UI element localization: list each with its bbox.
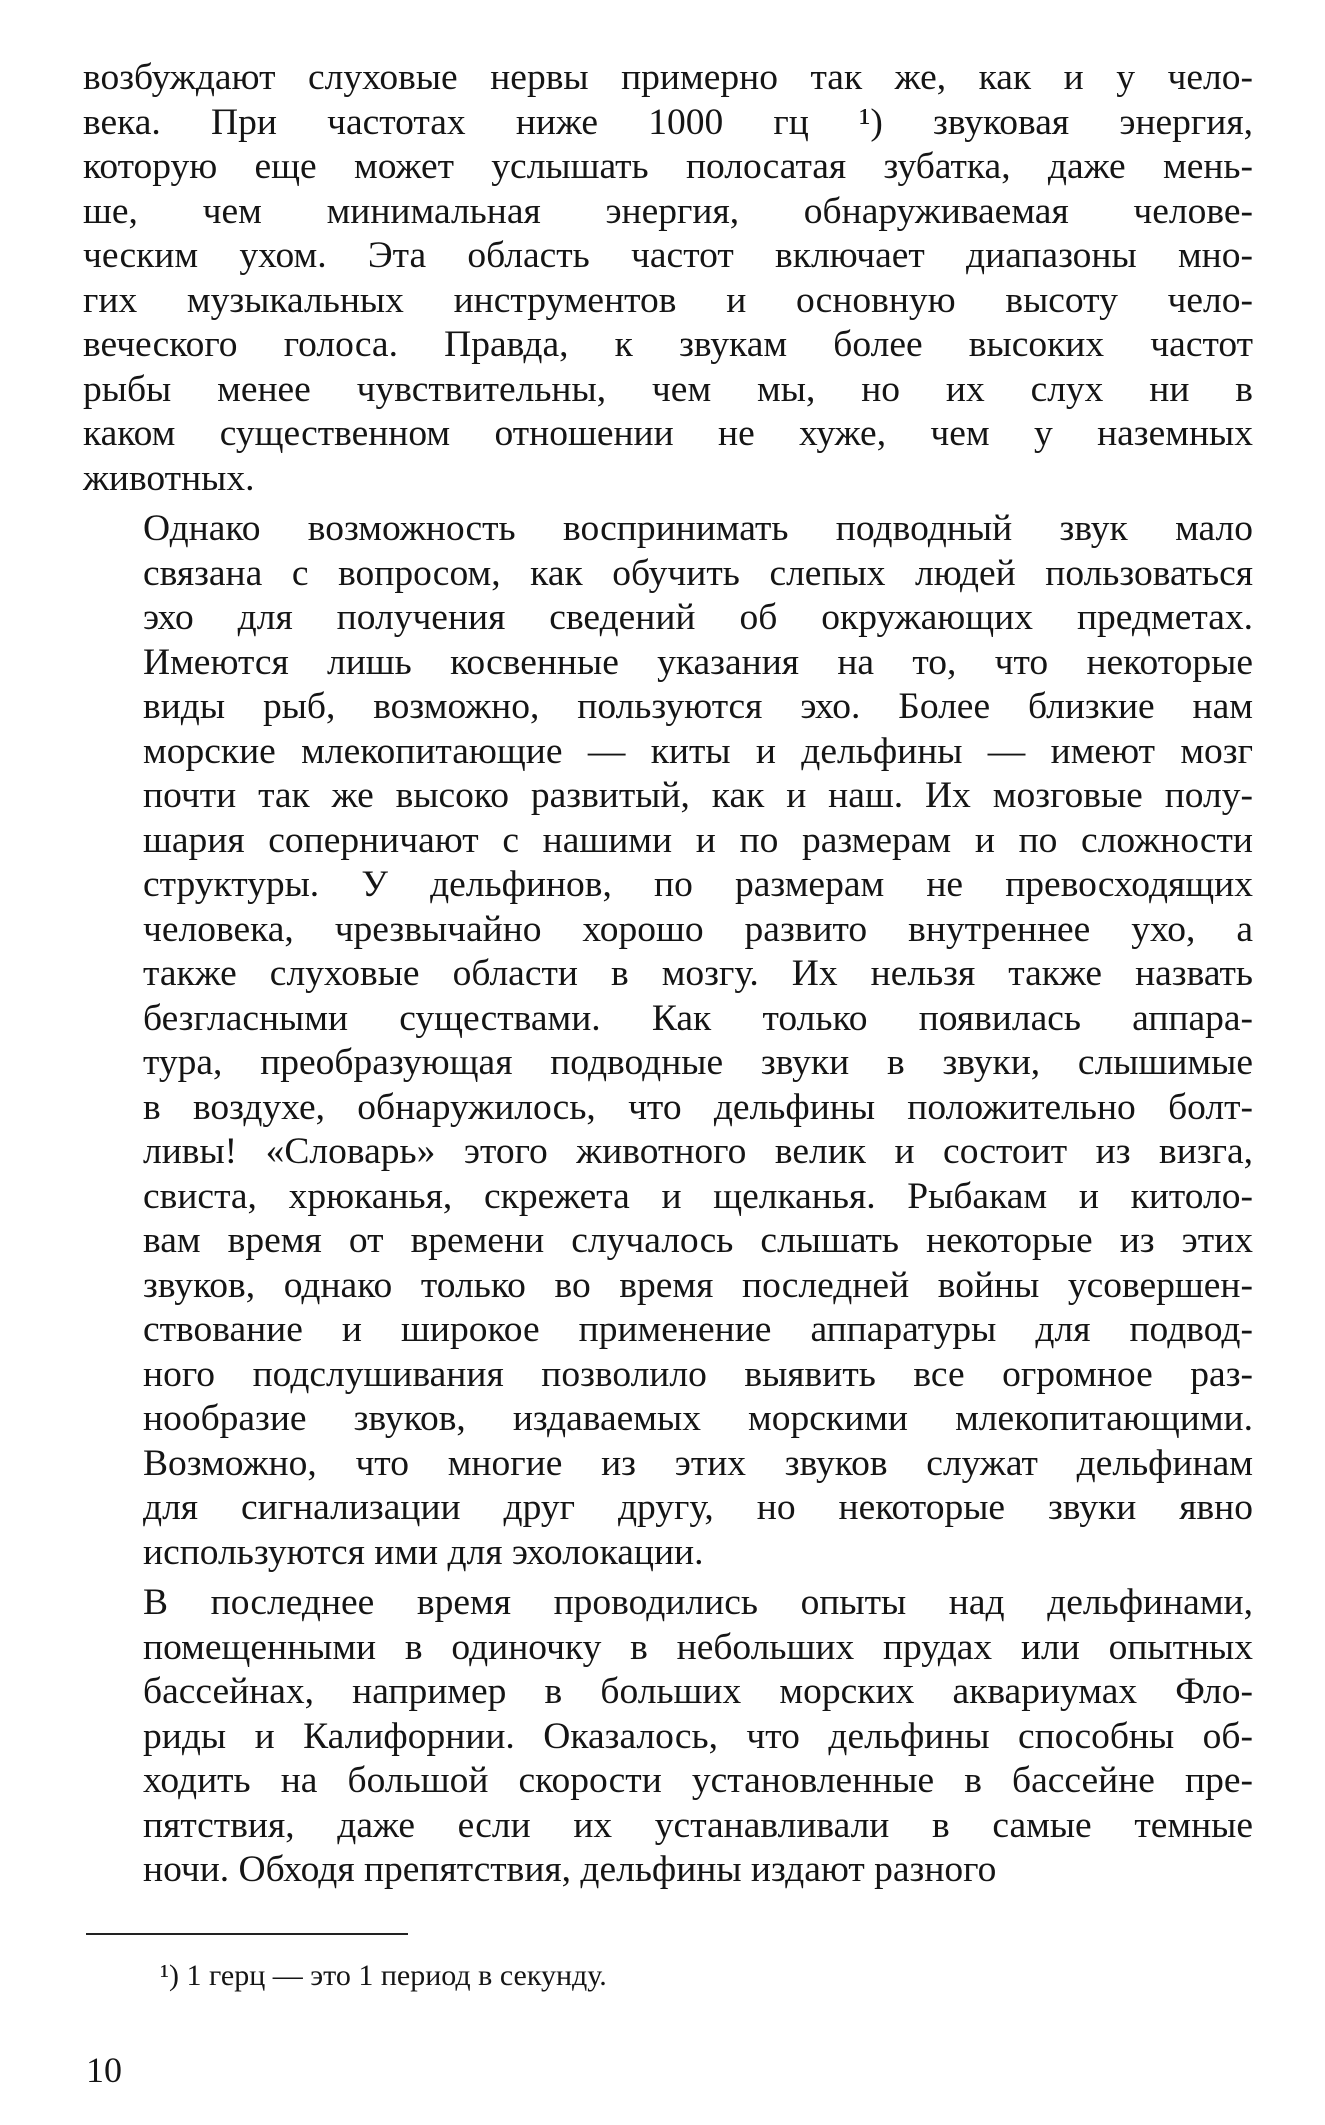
text-line: почти так же высоко развитый, как и наш. Их мозговые полу- (143, 775, 1253, 816)
page-body (83, 56, 1253, 1893)
text-line: ходить на большой скорости установленные в бассейне пре- (143, 1760, 1253, 1801)
text-line: ше, чем минимальная энергия, обнаруживаемая челове- (83, 190, 1253, 232)
text-line: связана с вопросом, как обучить слепых людей пользоваться (143, 552, 1253, 594)
text-line: структуры. У дельфинов, по размерам не превосходящих (143, 864, 1253, 905)
text-line: ного подслушивания позволило выявить все огромное раз- (143, 1353, 1253, 1395)
text-line: которую еще может услышать полосатая зубатка, даже мень- (83, 146, 1253, 187)
text-line: звуков, однако только во время последней войны усовершен- (143, 1264, 1253, 1306)
text-line: рыбы менее чувствительны, чем мы, но их слух ни в (83, 368, 1253, 410)
text-line: тура, преобразующая подводные звуки в звуки, слышимые (143, 1042, 1253, 1083)
paragraph-1 (83, 56, 1253, 501)
text-line: ливы! «Словарь» этого животного велик и состоит из визга, (143, 1131, 1253, 1172)
text-line: в воздухе, обнаружилось, что дельфины положительно болт- (143, 1086, 1253, 1128)
text-line: нообразие звуков, издаваемых морскими млекопитающими. (143, 1398, 1253, 1439)
text-line: ческим ухом. Эта область частот включает диапазоны мно- (83, 235, 1253, 276)
text-line: ночи. Обходя препятствия, дельфины издают разного (143, 1849, 997, 1890)
text-line: ствование и широкое применение аппаратуры для подвод- (143, 1309, 1253, 1350)
text-line: каком существенном отношении не хуже, чем у наземных (83, 413, 1253, 454)
text-line: эхо для получения сведений об окружающих предметах. (143, 597, 1253, 638)
paragraph-2 (83, 507, 1253, 1575)
text-line: веческого голоса. Правда, к звукам более высоких частот (83, 324, 1253, 365)
text-line: используются ими для эхолокации. (143, 1531, 704, 1573)
text-line: морские млекопитающие — киты и дельфины — имеют мозг (143, 730, 1253, 772)
text-line: вам время от времени случалось слышать некоторые из этих (143, 1220, 1253, 1261)
text-line: помещенными в одиночку в небольших прудах или опытных (143, 1626, 1253, 1668)
text-line: свиста, хрюканья, скрежета и щелканья. Рыбакам и китоло- (143, 1175, 1253, 1217)
page-number: 10 (86, 2050, 122, 2090)
paragraph-3 (83, 1581, 1253, 1893)
text-line: виды рыб, возможно, пользуются эхо. Более близкие нам (143, 686, 1253, 727)
text-line: риды и Калифорнии. Оказалось, что дельфины способны об- (143, 1715, 1253, 1757)
text-line: века. При частотах ниже 1000 гц ¹) звуковая энергия, (83, 101, 1253, 143)
text-line: для сигнализации друг другу, но некоторые звуки явно (143, 1487, 1253, 1528)
text-line: В последнее время проводились опыты над дельфинами, (143, 1582, 1253, 1623)
text-line: гих музыкальных инструментов и основную высоту чело- (83, 279, 1253, 321)
text-line: также слуховые области в мозгу. Их нельзя также назвать (143, 953, 1253, 994)
text-line: Возможно, что многие из этих звуков служат дельфинам (143, 1442, 1253, 1484)
footnote: ¹) 1 герц — это 1 период в секунду. (160, 1959, 607, 1992)
footnote-rule (86, 1933, 408, 1935)
text-line: возбуждают слуховые нервы примерно так же, как и у чело- (83, 57, 1253, 98)
text-line: человека, чрезвычайно хорошо развито внутреннее ухо, а (143, 908, 1253, 950)
text-line: пятствия, даже если их устанавливали в самые темные (143, 1804, 1253, 1846)
text-line: животных. (83, 457, 255, 499)
text-line: шария соперничают с нашими и по размерам и по сложности (143, 819, 1253, 861)
text-line: бассейнах, например в больших морских аквариумах Фло- (143, 1671, 1253, 1712)
text-line: безгласными существами. Как только появилась аппара- (143, 997, 1253, 1039)
text-line: Однако возможность воспринимать подводный звук мало (143, 508, 1253, 549)
text-line: Имеются лишь косвенные указания на то, что некоторые (143, 641, 1253, 683)
